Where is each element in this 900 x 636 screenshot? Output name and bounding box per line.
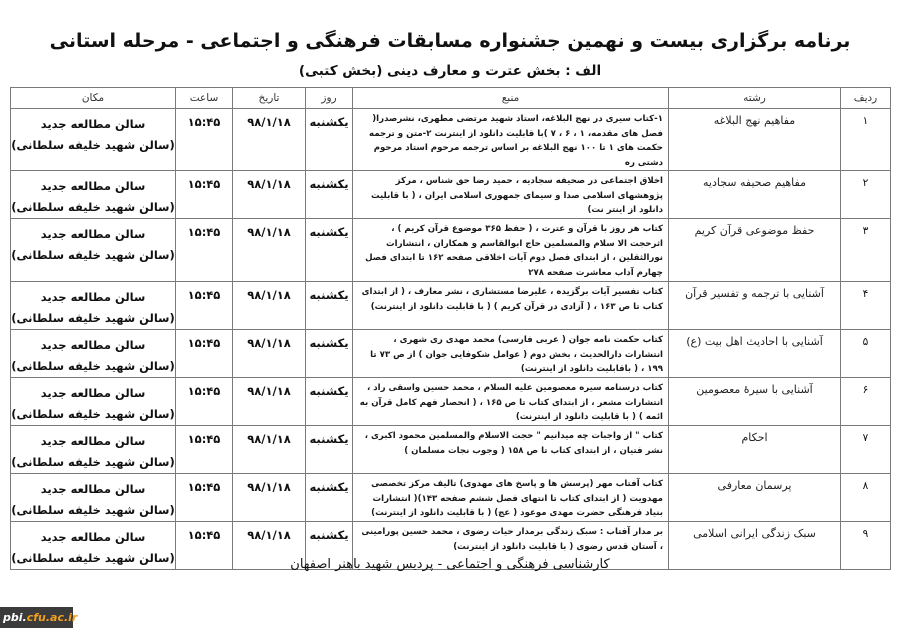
- row-source: اخلاق اجتماعی در صحیفه سجادیه ، حمید رضا حق شناس ، مرکز پژوهشهای اسلامی صدا و سیمای جمهوری اسلامی ایران ، ( با قابلیت دانلود از اینتر نت): [353, 171, 669, 219]
- column-header-index: ردیف: [841, 88, 891, 109]
- table-header-row: [11, 88, 891, 109]
- place-name: سالن مطالعه جدید: [40, 338, 146, 352]
- column-header-date: تاریخ: [233, 88, 306, 109]
- row-time: ۱۵:۴۵: [176, 109, 233, 171]
- table-row: [11, 171, 891, 219]
- row-source: کتاب تفسیر آیات برگزیده ، علیرضا مستشاری ، نشر معارف ، ( از ابتدای کتاب تا ص ۱۶۳ ، ( آزادی در قرآن کریم ) ( با قابلیت دانلود از اینترنت): [353, 282, 669, 330]
- place-name: سالن مطالعه جدید: [40, 179, 146, 193]
- row-field: آشنایی با ترجمه و تفسیر قرآن: [669, 282, 841, 330]
- place-alt-name: (سالن شهید خلیفه سلطانی): [11, 407, 175, 421]
- watermark-prefix: pbi.: [3, 611, 27, 624]
- table-row: [11, 219, 891, 282]
- place-name: سالن مطالعه جدید: [40, 530, 146, 544]
- table-row: [11, 474, 891, 522]
- place-alt-name: (سالن شهید خلیفه سلطانی): [11, 359, 175, 373]
- row-source: ۱-کتاب سیری در نهج البلاغه، استاد شهید مرتضی مطهری، نشرصدرا( فصل های مقدمه، ۱ ، ۶ ، ۷ )با قابلیت دانلود از اینترنت ۲-متن و ترجمه حکمت های ۱ تا ۱۰۰ نهج البلاغه بر اساس ترجمه مرحوم استاد مرحوم دشتی ره: [353, 109, 669, 171]
- page-title: برنامه برگزاری بیست و نهمین جشنواره مسابقات فرهنگی و اجتماعی - مرحله استانی: [49, 30, 851, 52]
- row-time: ۱۵:۴۵: [176, 282, 233, 330]
- place-name: سالن مطالعه جدید: [40, 434, 146, 448]
- row-place: [11, 219, 176, 282]
- row-field: مفاهیم صحیفه سجادیه: [669, 171, 841, 219]
- row-day: یکشنبه: [306, 522, 353, 570]
- row-field: حفظ موضوعی قرآن کریم: [669, 219, 841, 282]
- row-field: آشنایی با احادیث اهل بیت (ع): [669, 330, 841, 378]
- row-source: کتاب " از واجبات چه میدانیم " حجت الاسلام والمسلمین محمود اکبری ، نشر فتیان ، از ابتدای کتاب تا ص ۱۵۸ ( وجوب نجات مسلمان ): [353, 426, 669, 474]
- place-alt-name: (سالن شهید خلیفه سلطانی): [11, 503, 175, 517]
- row-index: ۹: [841, 522, 891, 570]
- row-day: یکشنبه: [306, 426, 353, 474]
- section-subtitle: الف : بخش عترت و معارف دینی (بخش کتبی): [298, 63, 602, 79]
- row-date: ۹۸/۱/۱۸: [233, 522, 306, 570]
- table-row: [11, 282, 891, 330]
- row-date: ۹۸/۱/۱۸: [233, 109, 306, 171]
- row-day: یکشنبه: [306, 109, 353, 171]
- row-field: احکام: [669, 426, 841, 474]
- place-alt-name: (سالن شهید خلیفه سلطانی): [11, 455, 175, 469]
- row-source: کتاب درسنامه سیره معصومین علیه السلام ، محمد حسین واسقی راد ، انتشارات مشعر ، از ابتدای کتاب تا ص ۱۶۵ ، ( انحصار فهم کامل قرآن به ائمه ) ( با قابلیت دانلود از اینترنت): [353, 378, 669, 426]
- column-header-place: مکان: [11, 88, 176, 109]
- row-place: [11, 282, 176, 330]
- place-name: سالن مطالعه جدید: [40, 117, 146, 131]
- row-date: ۹۸/۱/۱۸: [233, 426, 306, 474]
- row-day: یکشنبه: [306, 171, 353, 219]
- row-time: ۱۵:۴۵: [176, 426, 233, 474]
- row-index: ۳: [841, 219, 891, 282]
- row-date: ۹۸/۱/۱۸: [233, 474, 306, 522]
- row-source: کتاب هر روز با قرآن و عترت ، ( حفظ ۳۶۵ موضوع قرآن کریم ) ، اثرحجت الا سلام والمسلمین حاج ابوالقاسم و همکاران ، انتشارات نورالثقلین ، از ابتدای فصل دوم آیات اخلاقی صفحه ۱۶۲ تا ابتدای فصل چهارم آداب معاشرت صفحه ۲۷۸: [353, 219, 669, 282]
- row-time: ۱۵:۴۵: [176, 378, 233, 426]
- place-alt-name: (سالن شهید خلیفه سلطانی): [11, 311, 175, 325]
- row-day: یکشنبه: [306, 219, 353, 282]
- row-date: ۹۸/۱/۱۸: [233, 219, 306, 282]
- row-field: آشنایی با سیرهٔ معصومین: [669, 378, 841, 426]
- row-date: ۹۸/۱/۱۸: [233, 282, 306, 330]
- row-place: [11, 426, 176, 474]
- place-alt-name: (سالن شهید خلیفه سلطانی): [11, 248, 175, 262]
- table-row: [11, 330, 891, 378]
- row-time: ۱۵:۴۵: [176, 330, 233, 378]
- place-name: سالن مطالعه جدید: [40, 386, 146, 400]
- place-name: سالن مطالعه جدید: [40, 482, 146, 496]
- column-header-field: رشته: [669, 88, 841, 109]
- row-index: ۲: [841, 171, 891, 219]
- place-name: سالن مطالعه جدید: [40, 227, 146, 241]
- row-date: ۹۸/۱/۱۸: [233, 171, 306, 219]
- row-time: ۱۵:۴۵: [176, 171, 233, 219]
- row-index: ۱: [841, 109, 891, 171]
- place-alt-name: (سالن شهید خلیفه سلطانی): [11, 551, 175, 565]
- row-date: ۹۸/۱/۱۸: [233, 330, 306, 378]
- row-place: [11, 171, 176, 219]
- row-time: ۱۵:۴۵: [176, 219, 233, 282]
- place-name: سالن مطالعه جدید: [40, 290, 146, 304]
- schedule-table: [10, 87, 891, 570]
- row-time: ۱۵:۴۵: [176, 522, 233, 570]
- row-field: سبک زندگی ایرانی اسلامی: [669, 522, 841, 570]
- row-day: یکشنبه: [306, 378, 353, 426]
- table-row: [11, 426, 891, 474]
- row-time: ۱۵:۴۵: [176, 474, 233, 522]
- row-place: [11, 378, 176, 426]
- row-day: یکشنبه: [306, 330, 353, 378]
- row-index: ۸: [841, 474, 891, 522]
- table-row: [11, 378, 891, 426]
- column-header-time: ساعت: [176, 88, 233, 109]
- row-source: بر مدار آفتاب : سبک زندگی برمدار حیات رضوی ، محمد حسین پورامینی ، آستان قدس رضوی ( با قابلیت دانلود از اینترنت): [353, 522, 669, 570]
- row-field: پرسمان معارفی: [669, 474, 841, 522]
- column-header-source: منبع: [353, 88, 669, 109]
- row-index: ۴: [841, 282, 891, 330]
- row-day: یکشنبه: [306, 474, 353, 522]
- row-date: ۹۸/۱/۱۸: [233, 378, 306, 426]
- row-index: ۵: [841, 330, 891, 378]
- row-place: [11, 109, 176, 171]
- row-place: [11, 330, 176, 378]
- row-field: مفاهیم نهج البلاغه: [669, 109, 841, 171]
- watermark-badge[interactable]: [0, 607, 78, 628]
- row-index: ۷: [841, 426, 891, 474]
- footer-text: کارشناسی فرهنگی و اجتماعی - پردیس شهید باهنر اصفهان: [290, 557, 610, 572]
- row-source: کتاب آفتاب مهر (پرسش ها و پاسخ های مهدوی) تالیف مرکز تخصصی مهدویت ( از ابتدای کتاب تا انتهای فصل ششم صفحه ۱۴۳)( انتشارات بنیاد فرهنگی حضرت مهدی موعود ( عج) ( با قابلیت دانلود از اینترنت): [353, 474, 669, 522]
- row-place: [11, 474, 176, 522]
- table-row: [11, 109, 891, 171]
- row-day: یکشنبه: [306, 282, 353, 330]
- place-alt-name: (سالن شهید خلیفه سلطانی): [11, 138, 175, 152]
- column-header-day: روز: [306, 88, 353, 109]
- watermark-domain: cfu.ac.ir: [26, 611, 78, 624]
- row-index: ۶: [841, 378, 891, 426]
- row-source: کتاب حکمت نامه جوان ( عربی فارسی) محمد مهدی ری شهری ، انتشارات دارالحدیث ، بخش دوم ( عوامل شکوفایی جوان ) از ص ۷۳ تا ۱۹۹ ، ( باقابلیت دانلود از اینترنت): [353, 330, 669, 378]
- place-alt-name: (سالن شهید خلیفه سلطانی): [11, 200, 175, 214]
